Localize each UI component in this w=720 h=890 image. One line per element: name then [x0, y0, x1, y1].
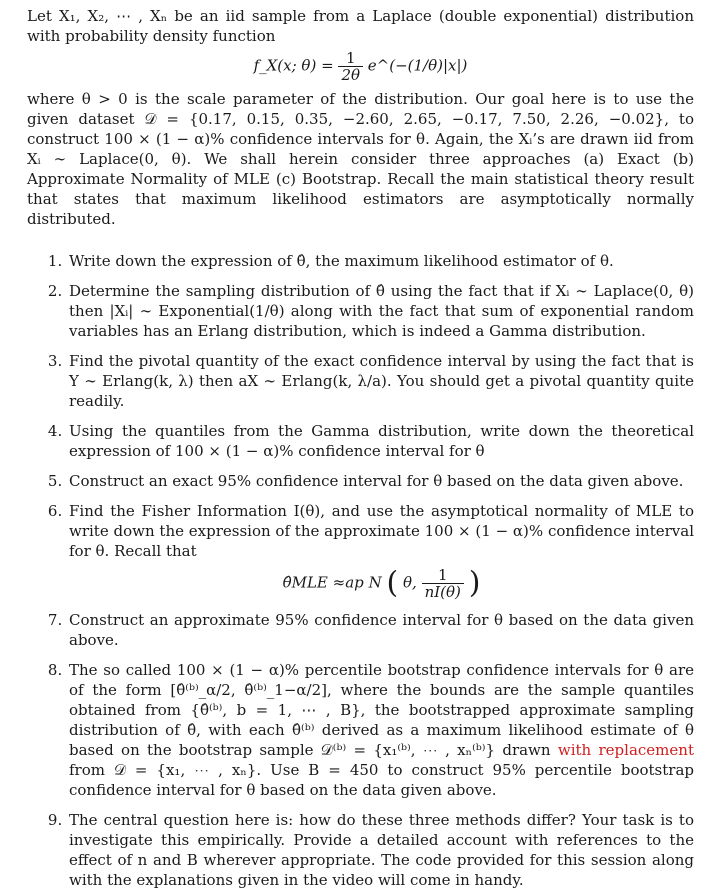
mle-theta: θ,	[402, 573, 417, 592]
pdf-numerator: 1	[338, 50, 363, 67]
mle-approx: ≈ap	[332, 573, 364, 592]
left-paren: (	[386, 565, 399, 601]
task-item-5: 5. Construct an exact 95% confidence interval for θ based on the data given above.	[67, 471, 694, 491]
task-item-4: 4. Using the quantiles from the Gamma distribution, write down the theoretical expression of 100 × (1 − α)% confidence interval for θ	[67, 421, 694, 461]
pdf-fraction	[338, 50, 363, 83]
pdf-equation	[27, 50, 694, 83]
task-item-2: 2. Determine the sampling distribution of θ̂ using the fact that if Xᵢ ∼ Laplace(0, θ) then |Xᵢ| ∼ Exponential(1/θ) along with the fact that sum of exponential random variables has an Erlang distribution, which is indeed a Gamma distribution.	[67, 281, 694, 341]
mle-fraction	[422, 567, 464, 600]
pdf-denominator: 2θ	[341, 66, 361, 84]
pdf-exponential: e^(−(1/θ)|x|)	[367, 56, 468, 75]
with-replacement-highlight: with replacement	[557, 741, 694, 759]
intro-line: Let X₁, X₂, ⋯ , Xₙ be an iid sample from a Laplace (double exponential) distribution with probability density function	[27, 7, 694, 45]
task-item-7: 7. Construct an approximate 95% confidence interval for θ based on the data given above.	[67, 610, 694, 650]
task-item-3: 3. Find the pivotal quantity of the exact confidence interval by using the fact that is Y ∼ Erlang(k, λ) then aX ∼ Erlang(k, λ/a). You should get a pivotal quantity quite readily.	[67, 351, 694, 411]
task-item-9: 9. The central question here is: how do these three methods differ? Your task is to investigate this empirically. Provide a detailed account with references to the effect of n and B wherever appropriate. The code provided for this session along with the explanations given in the video will come in handy.	[67, 810, 694, 890]
task-item-8-tail: from 𝒟 = {x₁, ⋯ , xₙ}. Use B = 450 to construct 95% percentile bootstrap confidence interval for θ based on the data given above.	[69, 761, 694, 799]
mle-denominator: nI(θ)	[424, 583, 461, 601]
intro-paragraph: where θ > 0 is the scale parameter of the distribution. Our goal here is to use the given dataset 𝒟 = {0.17, 0.15, 0.35, −2.60, 2.65, −0.17, 7.50, 2.26, −0.02}, to construct 100 × (1 − α)% confidence intervals for θ. Again, the Xᵢ’s are drawn iid from Xᵢ ∼ Laplace(0, θ). We shall herein consider three approaches (a) Exact (b) Approximate Normality of MLE (c) Bootstrap. Recall the main statistical theory result that states that maximum likelihood estimators are asymptotically normally distributed.	[27, 90, 694, 228]
task-item-1: 1. Write down the expression of θ̂, the maximum likelihood estimator of θ.	[67, 251, 694, 271]
task-item-6	[67, 501, 694, 600]
task-list	[27, 251, 694, 890]
task-item-8	[67, 660, 694, 800]
mle-numerator: 1	[422, 567, 464, 584]
right-paren: )	[468, 565, 481, 601]
pdf-lhs: f_X(x; θ) =	[253, 56, 334, 75]
mle-equation	[69, 567, 694, 600]
mle-lhs: θ̂MLE	[282, 573, 328, 592]
mle-normal: N	[368, 573, 382, 592]
task-item-8-text: The so called 100 × (1 − α)% percentile bootstrap confidence intervals for θ are of the form [θ̂⁽ᵇ⁾_α/2, θ̂⁽ᵇ⁾_1−α/2], where the bounds are the sample quantiles obtained from {θ̂⁽ᵇ⁾, b = 1, ⋯ , B}, the bootstrapped approximate sampling distribution of θ̂, with each θ̂⁽ᵇ⁾ derived as a maximum likelihood estimate of θ based on the bootstrap sample 𝒟⁽ᵇ⁾ = {x₁⁽ᵇ⁾, ⋯ , xₙ⁽ᵇ⁾} drawn	[69, 661, 694, 759]
task-item-6-text: Find the Fisher Information I(θ), and use the asymptotical normality of MLE to write down the expression of the approximate 100 × (1 − α)% confidence interval for θ. Recall that	[69, 502, 694, 560]
